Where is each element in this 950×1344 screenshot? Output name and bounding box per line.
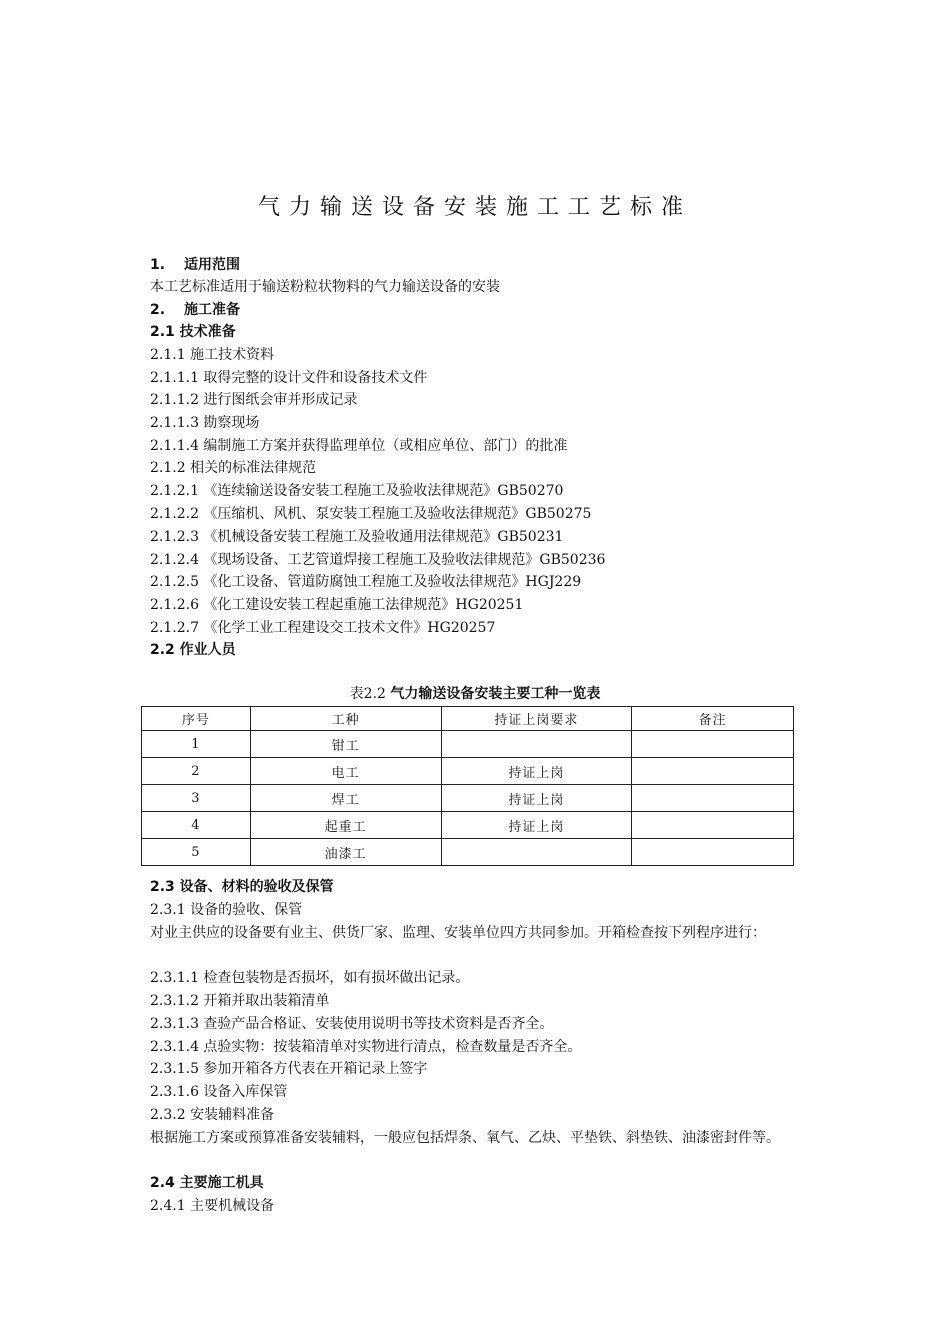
- section-1-heading: [150, 254, 240, 276]
- table-cell: 油漆工: [250, 839, 441, 866]
- clause-2-1-1-1: 2.1.1.1 取得完整的设计文件和设备技术文件: [150, 370, 428, 386]
- clause-2-3-1-2: 2.3.1.2 开箱并取出装箱清单: [150, 993, 330, 1009]
- worker-types-table: [141, 706, 794, 866]
- table-cell: [632, 785, 794, 812]
- table-cell: [632, 839, 794, 866]
- clause-2-1-1-3: 2.1.1.3 勘察现场: [150, 415, 260, 431]
- table-cell: [441, 839, 632, 866]
- section-number: 1.: [150, 257, 166, 273]
- document-title: 气力输送设备安装施工工艺标准: [257, 195, 692, 220]
- table-cell: [632, 731, 794, 758]
- clause-2-1-1-2: 2.1.1.2 进行图纸会审并形成记录: [150, 392, 358, 408]
- section-number: 2.: [150, 302, 166, 318]
- materials-paragraph: 根据施工方案或预算准备安装辅料，一般应包括焊条、氧气、乙炔、平垫铁、斜垫铁、油漆密封件等。: [150, 1130, 780, 1146]
- clause-2-3-2: 2.3.2 安装辅料准备: [150, 1107, 275, 1123]
- table-cell: 3: [142, 785, 251, 812]
- clause-2-1-2-3: 2.1.2.3 《机械设备安装工程施工及验收通用法律规范》GB50231: [150, 529, 564, 545]
- clause-2-1-2-5: 2.1.2.5 《化工设备、管道防腐蚀工程施工及验收法律规范》HGJ229: [150, 574, 582, 590]
- scope-text: 本工艺标准适用于输送粉粒状物料的气力输送设备的安装: [150, 279, 500, 295]
- clause-2-3-1-3: 2.3.1.3 查验产品合格证、安装使用说明书等技术资料是否齐全。: [150, 1016, 554, 1032]
- clause-2-3-1: 2.3.1 设备的验收、保管: [150, 902, 303, 918]
- table-header-row: [142, 707, 794, 731]
- table-cell: [632, 758, 794, 785]
- table-cell: 持证上岗: [441, 785, 632, 812]
- table-cell: 2: [142, 758, 251, 785]
- table-row: [142, 839, 794, 866]
- table-row: [142, 731, 794, 758]
- section-title: 施工准备: [184, 302, 240, 318]
- table-caption-text: 气力输送设备安装主要工种一览表: [390, 686, 601, 702]
- clause-2-1-1: 2.1.1 施工技术资料: [150, 347, 275, 363]
- header-cell: 序号: [142, 707, 251, 731]
- header-cell: 工种: [250, 707, 441, 731]
- table-number: 表2.2: [349, 686, 386, 702]
- table-cell: 起重工: [250, 812, 441, 839]
- table-cell: [441, 731, 632, 758]
- table-cell: 焊工: [250, 785, 441, 812]
- clause-2-1-2-4: 2.1.2.4 《现场设备、工艺管道焊接工程施工及验收法律规范》GB50236: [150, 552, 606, 568]
- clause-2-1-1-4: 2.1.1.4 编制施工方案并获得监理单位（或相应单位、部门）的批准: [150, 438, 568, 454]
- table-cell: 持证上岗: [441, 812, 632, 839]
- table-cell: 电工: [250, 758, 441, 785]
- clause-2-1-2-2: 2.1.2.2 《压缩机、风机、泵安装工程施工及验收法律规范》GB50275: [150, 506, 592, 522]
- table-row: [142, 812, 794, 839]
- table-cell: [632, 812, 794, 839]
- clause-2-3-1-1: 2.3.1.1 检查包装物是否损坏，如有损坏做出记录。: [150, 970, 470, 986]
- section-2-2-heading: 2.2 作业人员: [150, 642, 236, 658]
- clause-2-3-1-5: 2.3.1.5 参加开箱各方代表在开箱记录上签字: [150, 1061, 428, 1077]
- table-cell: 5: [142, 839, 251, 866]
- inspection-paragraph: 对业主供应的设备要有业主、供货厂家、监理、安装单位四方共同参加。开箱检查按下列程序进行：: [150, 925, 766, 941]
- clause-2-1-2-6: 2.1.2.6 《化工建设安装工程起重施工法律规范》HG20251: [150, 597, 524, 613]
- table-cell: 4: [142, 812, 251, 839]
- table-cell: 钳工: [250, 731, 441, 758]
- clause-2-3-1-4: 2.3.1.4 点验实物：按装箱清单对实物进行清点，检查数量是否齐全。: [150, 1039, 582, 1055]
- table-row: [142, 758, 794, 785]
- clause-2-4-1: 2.4.1 主要机械设备: [150, 1198, 275, 1214]
- table-caption: [0, 684, 950, 704]
- clause-2-1-2-7: 2.1.2.7 《化学工业工程建设交工技术文件》HG20257: [150, 620, 496, 636]
- section-2-3-heading: 2.3 设备、材料的验收及保管: [150, 879, 334, 895]
- section-2-1-heading: 2.1 技术准备: [150, 324, 236, 340]
- table-cell: 1: [142, 731, 251, 758]
- clause-2-1-2-1: 2.1.2.1 《连续输送设备安装工程施工及验收法律规范》GB50270: [150, 483, 564, 499]
- section-2-heading: [150, 299, 240, 321]
- section-2-4-heading: 2.4 主要施工机具: [150, 1175, 264, 1191]
- header-cell: 持证上岗要求: [441, 707, 632, 731]
- table-cell: 持证上岗: [441, 758, 632, 785]
- table-row: [142, 785, 794, 812]
- header-cell: 备注: [632, 707, 794, 731]
- section-title: 适用范围: [184, 257, 240, 273]
- clause-2-3-1-6: 2.3.1.6 设备入库保管: [150, 1084, 288, 1100]
- clause-2-1-2: 2.1.2 相关的标准法律规范: [150, 460, 317, 476]
